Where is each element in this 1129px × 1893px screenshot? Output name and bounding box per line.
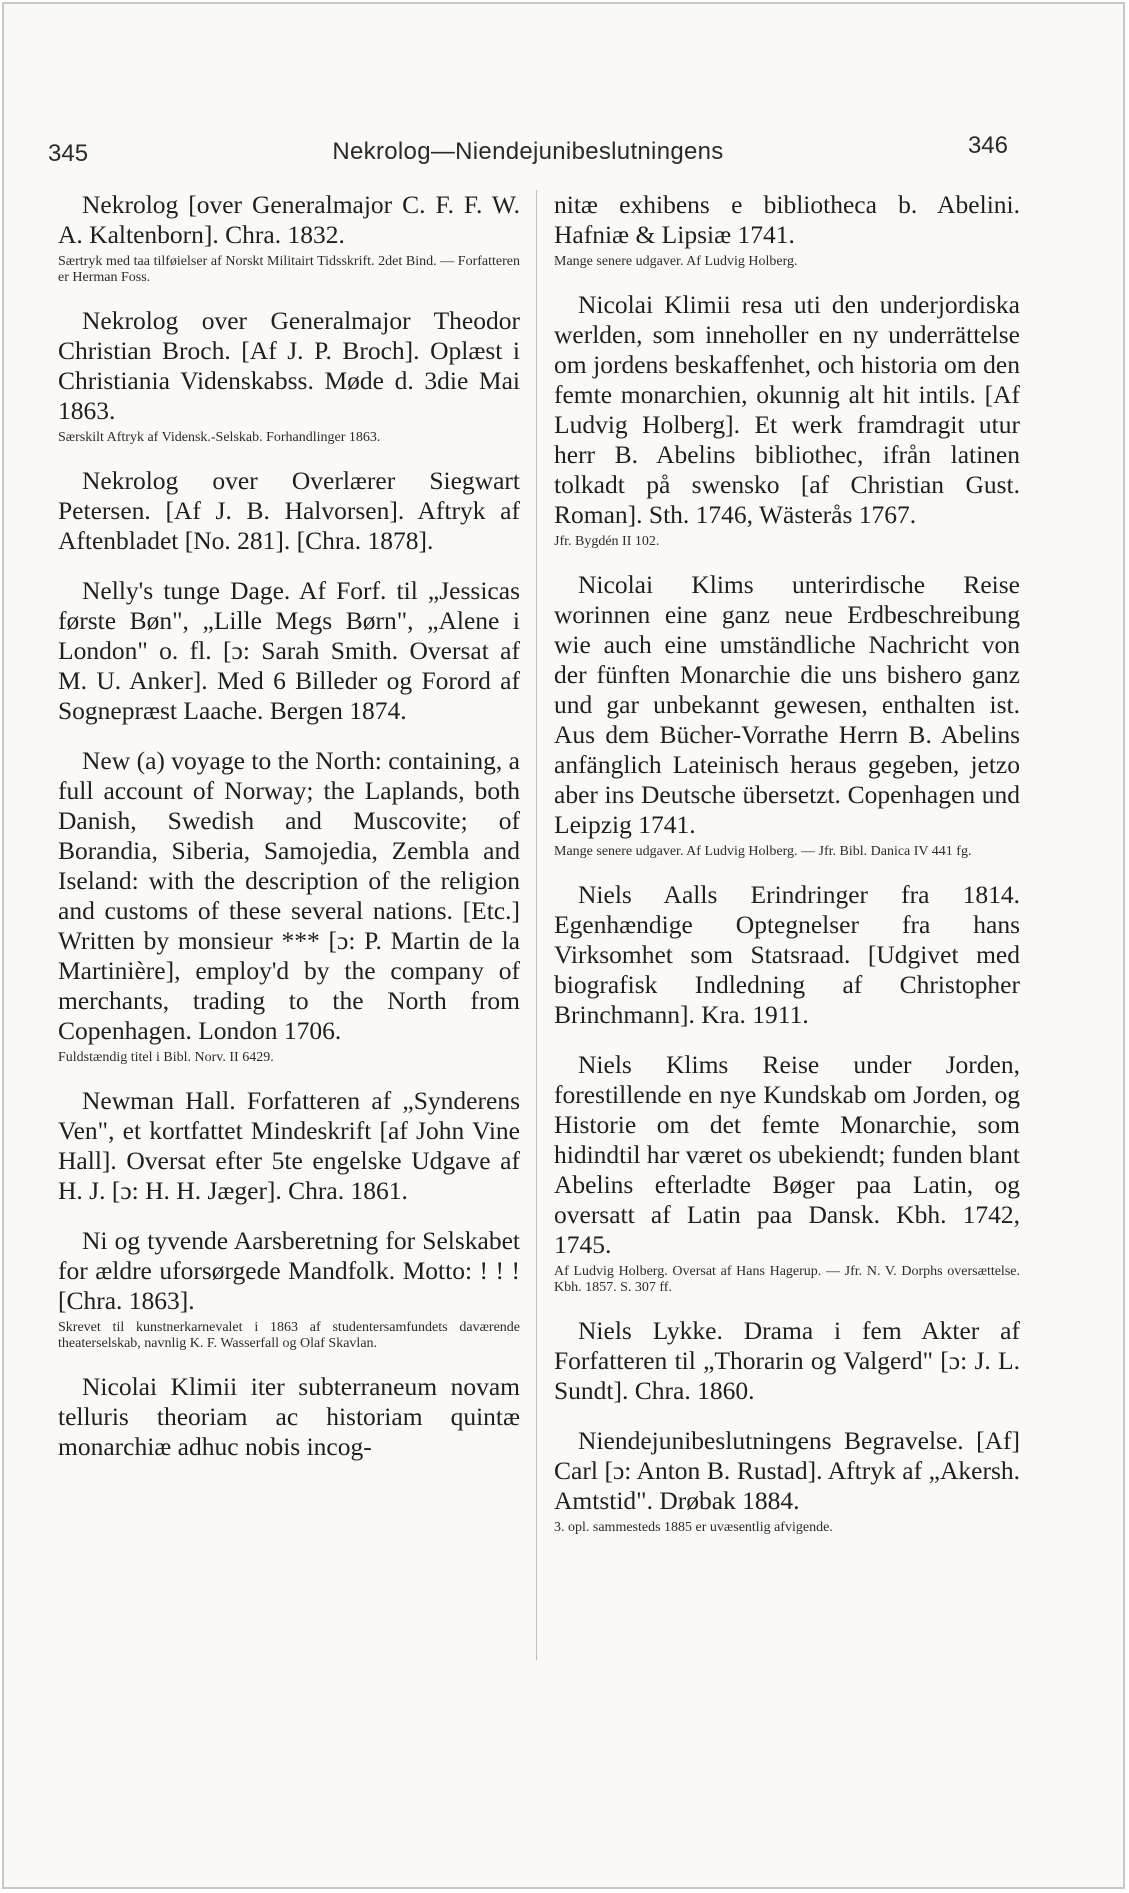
entry-note: Mange senere udgaver. Af Ludvig Holberg. — Jfr. Bibl. Danica IV 441 fg. <box>554 844 972 859</box>
entry-text: Nekrolog over Generalmajor Theodor Christian Broch. [Af J. P. Broch]. Oplæst i Christiania Videnskabss. Møde d. 3die Mai 1863. <box>58 306 520 425</box>
bibliography-entry <box>554 290 1020 550</box>
bibliography-entry <box>58 306 520 446</box>
page-header <box>48 132 1008 172</box>
entry-text: Nicolai Klimii resa uti den underjordiska werlden, som inneholler en ny underrättelse om jordens beskaffenhet, och historia om den femte monarchien, okunnig alt hit intils. [Af Ludvig Holberg]. Et werk framdragit utur herr B. Abelins bibliothec, ifrån latinen tolkadt på swensko [af Christian Gust. Roman]. Sth. 1746, Wästerås 1767. <box>554 290 1020 529</box>
bibliography-entry <box>554 1426 1020 1536</box>
bibliography-entry <box>554 1050 1020 1296</box>
entry-text: Ni og tyvende Aarsberetning for Selskabet for ældre uforsørgede Mandfolk. Motto: ! ! ! [Chra. 1863]. <box>58 1226 520 1315</box>
entry-text: New (a) voyage to the North: containing, a full account of Norway; the Laplands, both Danish, Swedish and Muscovite; of Borandia, Siberia, Samojedia, Zembla and Iseland: with the description of the religion and customs of these several nations. [Etc.] Written by monsieur *** [ɔ: P. Martin de la Martinière], employ'd by the company of merchants, trading to the North from Copenhagen. London 1706. <box>58 746 520 1045</box>
entry-text: Nekrolog over Overlærer Siegwart Petersen. [Af J. B. Halvorsen]. Aftryk af Aftenbladet [No. 281]. [Chra. 1878]. <box>58 466 520 555</box>
entry-text: Niels Lykke. Drama i fem Akter af Forfatteren til „Thorarin og Valgerd" [ɔ: J. L. Sundt]. Chra. 1860. <box>554 1316 1020 1405</box>
entry-text: Newman Hall. Forfatteren af „Synderens Ven", et kortfattet Mindeskrift [af John Vine Hall]. Oversat efter 5te engelske Udgave af H. J. [ɔ: H. H. Jæger]. Chra. 1861. <box>58 1086 520 1205</box>
entry-note: Særtryk med taa tilføielser af Norskt Militairt Tidsskrift. 2det Bind. — Forfatteren er Herman Foss. <box>58 254 520 285</box>
entry-note: Fuldstændig titel i Bibl. Norv. II 6429. <box>58 1050 274 1065</box>
bibliography-entry <box>58 1372 520 1462</box>
entry-note: Skrevet til kunstnerkarnevalet i 1863 af studentersamfundets daværende theaterselskab, navnlig K. F. Wasserfall og Olaf Skavlan. <box>58 1320 520 1351</box>
bibliography-entry <box>58 746 520 1066</box>
bibliography-entry <box>554 190 1020 270</box>
bibliography-entry <box>554 570 1020 860</box>
running-title: Nekrolog—Niendejunibeslutningens <box>332 138 724 165</box>
book-page <box>4 4 1123 1887</box>
bibliography-entry <box>554 1316 1020 1406</box>
bibliography-entry <box>58 576 520 726</box>
left-column <box>58 190 520 1482</box>
bibliography-entry <box>58 1226 520 1352</box>
entry-note: Særskilt Aftryk af Vidensk.-Selskab. Forhandlinger 1863. <box>58 430 381 445</box>
column-divider <box>536 190 537 1660</box>
right-column <box>554 190 1020 1556</box>
entry-text: Nekrolog [over Generalmajor C. F. F. W. A. Kaltenborn]. Chra. 1832. <box>58 190 520 249</box>
page-number-right: 346 <box>967 132 1008 159</box>
entry-note: Af Ludvig Holberg. Oversat af Hans Hagerup. — Jfr. N. V. Dorphs oversættelse. Kbh. 1857. S. 307 ff. <box>554 1264 1020 1295</box>
entry-text: nitæ exhibens e bibliotheca b. Abelini. Hafniæ & Lipsiæ 1741. <box>554 190 1020 249</box>
entry-note: Jfr. Bygdén II 102. <box>554 534 660 549</box>
bibliography-entry <box>58 1086 520 1206</box>
bibliography-entry <box>58 190 520 286</box>
entry-text: Niels Aalls Erindringer fra 1814. Egenhændige Optegnelser fra hans Virksomhet som Statsraad. [Udgivet med biografisk Indledning af Christopher Brinchmann]. Kra. 1911. <box>554 880 1020 1029</box>
bibliography-entry <box>554 880 1020 1030</box>
entry-text: Niels Klims Reise under Jorden, forestillende en nye Kundskab om Jorden, og Historie om det femte Monarchie, som hidindtil har været os ubekiendt; funden blant Abelins efterladte Bøger paa Latin, og oversatt af Latin paa Dansk. Kbh. 1742, 1745. <box>554 1050 1020 1259</box>
entry-text: Nicolai Klims unterirdische Reise worinnen eine ganz neue Erdbeschreibung wie auch eine umständliche Nachricht von der fünften Monarchie die uns bishero ganz und gar unbekannt gewesen, enthalten ist. Aus dem Bücher-Vorrathe Herrn B. Abelins anfänglich Lateinisch heraus gegeben, jetzo aber ins Deutsche übersetzt. Copenhagen und Leipzig 1741. <box>554 570 1020 839</box>
entry-note: 3. opl. sammesteds 1885 er uvæsentlig afvigende. <box>554 1520 833 1535</box>
bibliography-entry <box>58 466 520 556</box>
entry-note: Mange senere udgaver. Af Ludvig Holberg. <box>554 254 798 269</box>
entry-text: Nelly's tunge Dage. Af Forf. til „Jessicas første Bøn", „Lille Megs Børn", „Alene i London" o. fl. [ɔ: Sarah Smith. Oversat af M. U. Anker]. Med 6 Billeder og Forord af Sognepræst Laache. Bergen 1874. <box>58 576 520 725</box>
page-number-left: 345 <box>48 140 89 167</box>
entry-text: Nicolai Klimii iter subterraneum novam telluris theoriam ac historiam quintæ monarchiæ adhuc nobis incog- <box>58 1372 520 1461</box>
entry-text: Niendejunibeslutningens Begravelse. [Af] Carl [ɔ: Anton B. Rustad]. Aftryk af „Akersh. Amtstid". Drøbak 1884. <box>554 1426 1020 1515</box>
